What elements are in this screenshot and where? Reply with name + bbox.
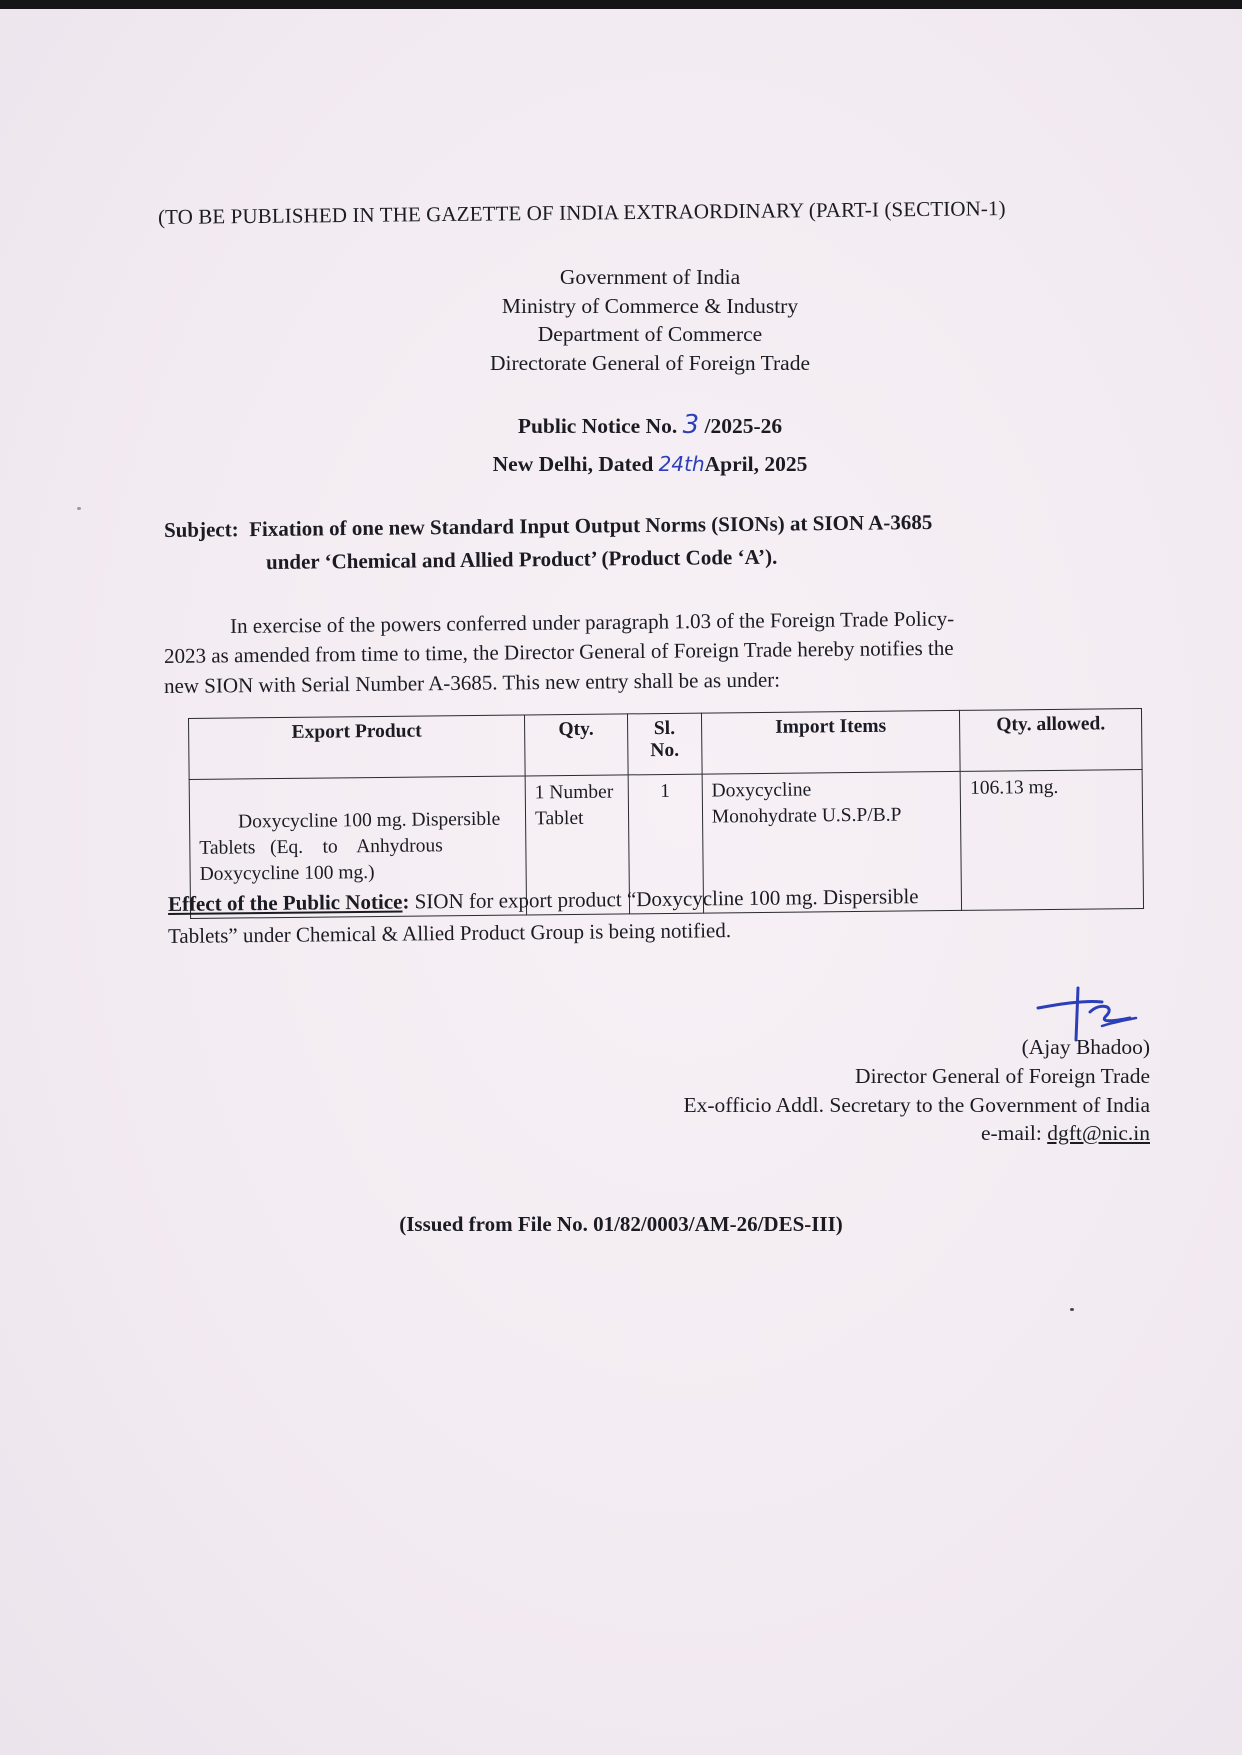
handwritten-date: 24th bbox=[658, 452, 705, 476]
cell-qty: 1 Number Tablet bbox=[525, 775, 629, 915]
effect-line-1: Effect of the Public Notice: SION for export product “Doxycycline 100 mg. Dispersible bbox=[167, 884, 919, 916]
effect-line-2: Tablets” under Chemical & Allied Product Group is being notified. bbox=[167, 918, 732, 948]
table-header-row bbox=[189, 709, 1143, 780]
header-government: Government of India bbox=[559, 265, 741, 289]
notice-date: New Delhi, Dated 24thApril, 2025 bbox=[492, 452, 808, 476]
header-qty-allowed: Qty. allowed. bbox=[960, 709, 1142, 772]
cell-export-product: Doxycycline 100 mg. Dispersible Tablets (Eq. to Anhydrous Doxycycline 100 mg.) bbox=[189, 776, 526, 919]
body-paragraph-line-2: 2023 as amended from time to time, the Director General of Foreign Trade hereby notifies the bbox=[163, 635, 954, 668]
body-paragraph-line-3: new SION with Serial Number A-3685. This new entry shall be as under: bbox=[163, 667, 781, 698]
subject-line-1: Subject: Fixation of one new Standard Input Output Norms (SIONs) at SION A-3685 bbox=[163, 509, 933, 542]
handwritten-notice-number: 3 bbox=[682, 410, 700, 440]
signatory-email-line: e-mail: dgft@nic.in bbox=[980, 1121, 1150, 1145]
scan-top-edge bbox=[0, 0, 1242, 9]
header-import-items: Import Items bbox=[701, 710, 960, 774]
signatory-ex-officio: Ex-officio Addl. Secretary to the Government of India bbox=[683, 1093, 1150, 1117]
subject-line-2: under ‘Chemical and Allied Product’ (Product Code ‘A’). bbox=[265, 544, 778, 574]
header-ministry: Ministry of Commerce & Industry bbox=[501, 294, 799, 318]
effect-label: Effect of the Public Notice bbox=[167, 889, 403, 916]
cell-sl-no: 1 bbox=[628, 774, 703, 914]
public-notice-number: Public Notice No. 3 /2025-26 bbox=[517, 410, 783, 440]
header-directorate: Directorate General of Foreign Trade bbox=[489, 351, 810, 375]
cell-import-items: Doxycycline Monohydrate U.S.P/B.P bbox=[702, 771, 962, 913]
header-qty: Qty. bbox=[524, 714, 628, 776]
issued-from-file-number: (Issued from File No. 01/82/0003/AM-26/DES-III) bbox=[399, 1212, 843, 1236]
signatory-name: (Ajay Bhadoo) bbox=[1021, 1035, 1150, 1059]
header-department: Department of Commerce bbox=[537, 322, 763, 346]
header-sl-no: Sl. No. bbox=[627, 713, 702, 775]
email-link[interactable]: dgft@nic.in bbox=[1047, 1121, 1150, 1145]
gazette-publication-line: (TO BE PUBLISHED IN THE GAZETTE OF INDIA EXTRAORDINARY (PART-I (SECTION-1) bbox=[157, 196, 1006, 229]
header-export-product: Export Product bbox=[189, 715, 526, 780]
cell-qty-allowed: 106.13 mg. bbox=[960, 770, 1143, 911]
signatory-title: Director General of Foreign Trade bbox=[855, 1064, 1150, 1088]
scan-speck bbox=[77, 507, 81, 510]
scan-speck bbox=[1070, 1308, 1074, 1311]
body-paragraph-line-1: In exercise of the powers conferred under paragraph 1.03 of the Foreign Trade Policy- bbox=[229, 606, 955, 638]
